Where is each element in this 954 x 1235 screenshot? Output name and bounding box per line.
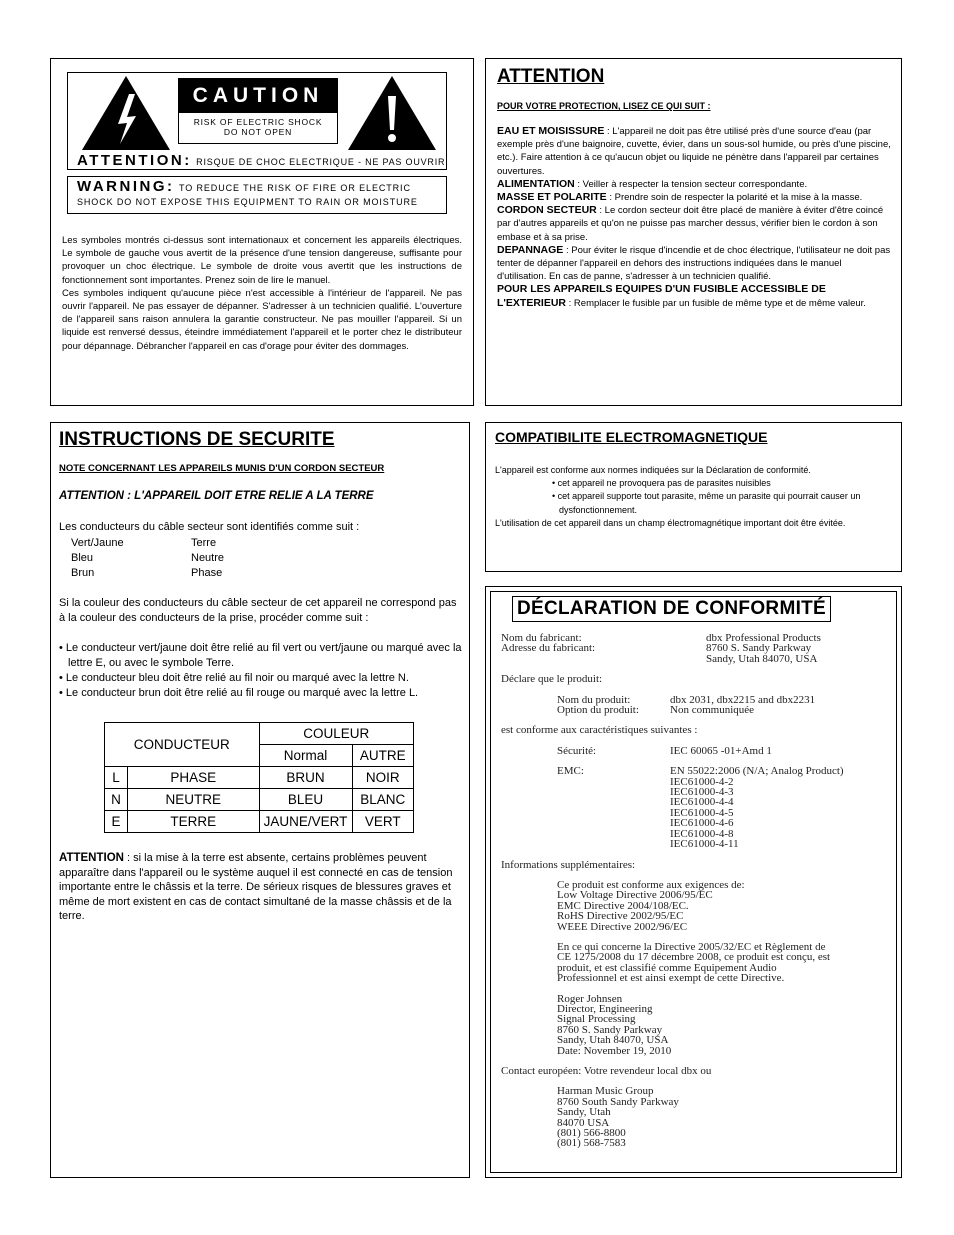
warning-box — [67, 176, 447, 214]
attention-risk-text: RISQUE DE CHOC ELECTRIQUE - NE PAS OUVRIR — [196, 157, 446, 167]
caution-para-1: Les symboles montrés ci-dessus sont internationaux et concernent les appareils électriques. Le symbole de gauche vous avertit de la présence d'une tension dangereuse, suffisante pour provoquer un choc électrique. Le symbole de droite vous avertit que les instructions de fonctionnement sont importantes. Prenez soin de lire le manuel. — [62, 235, 462, 286]
table-header-normal: Normal — [259, 745, 352, 767]
attention-label: ATTENTION: — [77, 152, 192, 169]
addr-label: Adresse du fabricant: — [501, 642, 596, 655]
fab-label: Nom du fabricant: — [501, 632, 582, 644]
declaration-body — [501, 633, 896, 1149]
wire-name: Vert/Jaune — [71, 537, 124, 549]
product-label: Nom du produit: — [557, 693, 631, 706]
final-label: ATTENTION — [59, 852, 124, 864]
cem-body — [495, 464, 895, 530]
emc-item: IEC61000-4-2 — [670, 775, 734, 788]
emc-item: IEC61000-4-5 — [670, 806, 734, 819]
cem-panel — [485, 422, 902, 572]
conforme-line: est conforme aux caractéristiques suivantes : — [501, 724, 698, 737]
emc-list — [670, 766, 844, 849]
table-row — [105, 811, 414, 833]
fab-value: dbx Professional Products — [706, 632, 821, 644]
wire-row — [71, 536, 224, 551]
erp-line: Professionnel et est ainsi exempt de cette Directive. — [557, 972, 785, 985]
table-cell: L — [105, 767, 128, 789]
securite-panel — [50, 422, 470, 1178]
attention-item-label: MASSE ET POLARITE — [497, 191, 607, 204]
erp-line: produit, et est classifié comme Equipement Audio — [557, 961, 777, 974]
table-cell: BLANC — [352, 789, 414, 811]
attention-line — [77, 152, 445, 170]
attention-item — [497, 244, 892, 284]
harman-line: Harman Music Group — [557, 1085, 654, 1098]
table-cell: NEUTRE — [128, 789, 260, 811]
table-cell: E — [105, 811, 128, 833]
warning-text-1: TO REDUCE THE RISK OF FIRE OR ELECTRIC — [178, 183, 411, 193]
addr-line-1: 8760 S. Sandy Parkway — [706, 642, 812, 655]
product-value: dbx 2031, dbx2215 and dbx2231 — [670, 693, 816, 706]
attention-item-label: ALIMENTATION — [497, 177, 575, 190]
attention-item-label: CORDON SECTEUR — [497, 204, 597, 217]
harman-line: Sandy, Utah — [557, 1106, 611, 1119]
cem-bullet-1: • cet appareil ne provoquera pas de parasites nuisibles — [552, 478, 771, 489]
wire-name: Brun — [71, 567, 95, 579]
cem-bullet-2: • cet appareil supporte tout parasite, même un parasite qui pourrait causer un — [552, 491, 861, 502]
emc-item: IEC61000-4-8 — [670, 827, 734, 840]
securite-note: NOTE CONCERNANT LES APPAREILS MUNIS D'UN CORDON SECTEUR — [59, 463, 385, 474]
lightning-triangle-icon — [80, 74, 172, 152]
securite-intro: Les conducteurs du câble secteur sont identifiés comme suit : — [59, 521, 360, 533]
signer-line: 8760 S. Sandy Parkway — [557, 1023, 663, 1036]
table-cell: NOIR — [352, 767, 414, 789]
conductor-table — [104, 722, 414, 833]
option-row — [501, 705, 896, 715]
cem-title: COMPATIBILITE ELECTROMAGNETIQUE — [495, 429, 768, 445]
attention-item-label: DEPANNAGE — [497, 243, 564, 256]
table-cell: VERT — [352, 811, 414, 833]
erp-line: CE 1275/2008 du 17 décembre 2008, ce produit est conçu, est — [557, 951, 831, 964]
final-text: : si la mise à la terre est absente, certains problèmes peuvent apparaître dans l'appareil ou le système auquel il est connecté en cas de tension importante entre le châssis et la terre. De sérieux risques de blessures graves et même de mort existent en cas de contact simultané de la masse châssis et de la terre. — [59, 852, 453, 922]
warning-label: WARNING: — [77, 178, 175, 195]
harman-line: (801) 566-8800 — [557, 1127, 626, 1140]
securite-para: Si la couleur des conducteurs du câble secteur de cet appareil ne correspond pas à la couleur des conducteurs de la prise, procéder comme suit : — [59, 597, 457, 624]
harman-block — [501, 1086, 896, 1148]
wire-row — [71, 566, 224, 581]
directive-line: WEEE Directive 2002/96/EC — [557, 920, 688, 933]
table-row — [105, 767, 414, 789]
emc-label: EMC: — [557, 765, 584, 778]
cem-line-1: L'appareil est conforme aux normes indiquées sur la Déclaration de conformité. — [495, 465, 811, 475]
risk-line-1: RISK OF ELECTRIC SHOCK — [193, 117, 323, 127]
bullet-item: • Le conducteur brun doit être relié au fil rouge ou marqué avec la lettre L. — [59, 687, 419, 699]
option-value: Non communiquée — [670, 704, 755, 717]
wire-value: Terre — [191, 537, 217, 549]
declaration-title: DÉCLARATION DE CONFORMITÉ — [512, 596, 831, 622]
attention-item — [497, 125, 892, 178]
signer-line: Roger Johnsen — [557, 992, 623, 1005]
wire-list — [71, 536, 224, 581]
table-cell: BRUN — [259, 767, 352, 789]
attention-title: ATTENTION — [497, 66, 605, 87]
directive-line: Ce produit est conforme aux exigences de: — [557, 878, 745, 891]
declaration-panel — [485, 586, 902, 1178]
emc-item: IEC61000-4-3 — [670, 786, 734, 799]
attention-item-text: : Le cordon secteur doit être placé de manière à éviter d'être coincé par d'autres appareils et qu'on ne puisse pas marcher dessus, vérifier bien le cordon à son embase et à sa prise. — [497, 205, 884, 243]
directive-line: RoHS Directive 2002/95/EC — [557, 910, 684, 923]
bullet-item: • Le conducteur vert/jaune doit être relié au fil vert ou vert/jaune ou marqué avec la lettre E, ou avec le symbole Terre. — [59, 642, 462, 669]
attention-items — [497, 125, 892, 310]
harman-line: 8760 South Sandy Parkway — [557, 1095, 679, 1108]
securite-value: IEC 60065 -01+Amd 1 — [670, 744, 772, 757]
wire-name: Bleu — [71, 552, 94, 564]
table-cell: N — [105, 789, 128, 811]
info-line: Informations supplémentaires: — [501, 858, 636, 871]
erp-line: En ce qui concerne la Directive 2005/32/EC et Règlement de — [557, 940, 826, 953]
attention-item-text: : Remplacer le fusible par un fusible de même type et de même valeur. — [566, 297, 866, 309]
securite-title: INSTRUCTIONS DE SECURITE — [59, 429, 335, 450]
table-header-conducteur: CONDUCTEUR — [105, 723, 260, 767]
caution-black-box — [178, 78, 338, 144]
attention-item — [497, 178, 892, 191]
attention-item — [497, 204, 892, 244]
securite-warning: ATTENTION : L'APPAREIL DOIT ETRE RELIE A LA TERRE — [59, 490, 374, 502]
option-label: Option du produit: — [557, 704, 639, 717]
addr-row-2 — [501, 654, 896, 664]
attention-subtitle: POUR VOTRE PROTECTION, LISEZ CE QUI SUIT : — [497, 101, 711, 111]
attention-item-text: : Veiller à respecter la tension secteur correspondante. — [574, 178, 808, 190]
risk-line-2: DO NOT OPEN — [223, 127, 293, 137]
table-cell: TERRE — [128, 811, 260, 833]
attention-item-text: : Pour éviter le risque d'incendie et de choc électrique, l'utilisateur ne doit pas tenter de dépanner l'appareil en dehors des instructions indiquées dans le manuel d'utilisation. En cas de panne, s'adresser à un technicien qualifié. — [497, 244, 891, 283]
attention-item — [497, 283, 892, 309]
securite-label: Sécurité: — [557, 744, 597, 757]
harman-line: 84070 USA — [557, 1116, 610, 1129]
signer-line: Signal Processing — [557, 1013, 636, 1026]
table-header-couleur: COULEUR — [259, 723, 414, 745]
bullet-item: • Le conducteur bleu doit être relié au fil noir ou marqué avec la lettre N. — [59, 672, 409, 684]
table-cell: BLEU — [259, 789, 352, 811]
addr-line-2: Sandy, Utah 84070, USA — [706, 652, 818, 665]
emc-row — [501, 766, 896, 849]
caution-title: CAUTION — [179, 79, 337, 113]
exclamation-triangle-icon — [346, 74, 438, 152]
declare-line: Déclare que le produit: — [501, 673, 603, 686]
securite-bullets — [59, 641, 463, 701]
caution-panel — [50, 58, 474, 406]
securite-row — [501, 746, 896, 756]
attention-item — [497, 191, 892, 204]
caution-para-2: Ces symboles indiquent qu'aucune pièce n'est accessible à l'intérieur de l'appareil. Ne pas ouvrir l'appareil. Ne pas essayer de dépanner. S'adresser à un technicien qualifié. L'ouverture de l'appareil sans raison annulera la garantie constructeur. Ne pas mouiller l'appareil. Si un liquide est renversé dessus, éteindre immédiatement l'appareil et le porter chez le distributeur pour dépannage. Débrancher l'appareil en cas d'orage pour éviter des dommages. — [62, 287, 462, 352]
signer-line: Sandy, Utah 84070, USA — [557, 1034, 669, 1047]
attention-item-text: : L'appareil ne doit pas être utilisé près d'une source d'eau (par exemple près d'une baignoire, cuvette, évier, dans un sous-sol humide, ou près d'une piscine, etc.). Faire attention à ce qu'aucun objet ou liquide ne pénètre dans l'appareil par certaines ouvertures. — [497, 126, 891, 177]
emc-item: IEC61000-4-4 — [670, 796, 734, 809]
table-row — [105, 789, 414, 811]
table-cell: JAUNE/VERT — [259, 811, 352, 833]
emc-item: IEC61000-4-6 — [670, 817, 734, 830]
warning-text-2: SHOCK DO NOT EXPOSE THIS EQUIPMENT TO RAIN OR MOISTURE — [77, 197, 418, 207]
addr-row — [501, 643, 896, 653]
attention-item-label: POUR LES APPAREILS EQUIPES D'UN FUSIBLE ACCESSIBLE DE L'EXTERIEUR — [497, 283, 826, 309]
emc-item: IEC61000-4-11 — [670, 838, 739, 851]
directive-line: Low Voltage Directive 2006/95/EC — [557, 889, 713, 902]
harman-line: (801) 568-7583 — [557, 1137, 626, 1150]
attention-item-text: : Prendre soin de respecter la polarité et la mise à la masse. — [606, 192, 863, 204]
caution-description — [62, 234, 462, 353]
cem-bullet-2b: dysfonctionnement. — [559, 504, 638, 515]
signer-line: Date: November 19, 2010 — [557, 1044, 672, 1057]
wire-value: Neutre — [191, 552, 225, 564]
cem-line-2: L'utilisation de cet appareil dans un champ électromagnétique important doit être évitée. — [495, 517, 846, 528]
attention-item-label: EAU ET MOISISSURE — [497, 125, 605, 137]
table-cell: PHASE — [128, 767, 260, 789]
wire-value: Phase — [191, 567, 223, 579]
securite-final — [59, 851, 463, 924]
signer-line: Director, Engineering — [557, 1002, 653, 1015]
directives-block — [501, 880, 896, 1056]
caution-label-box — [67, 72, 447, 170]
attention-panel — [485, 58, 902, 406]
directive-line: EMC Directive 2004/108/EC. — [557, 899, 689, 912]
contact-line: Contact européen: Votre revendeur local dbx ou — [501, 1065, 712, 1077]
table-header-autre: AUTRE — [352, 745, 414, 767]
emc-item: EN 55022:2006 (N/A; Analog Product) — [670, 765, 844, 778]
wire-row — [71, 551, 224, 566]
